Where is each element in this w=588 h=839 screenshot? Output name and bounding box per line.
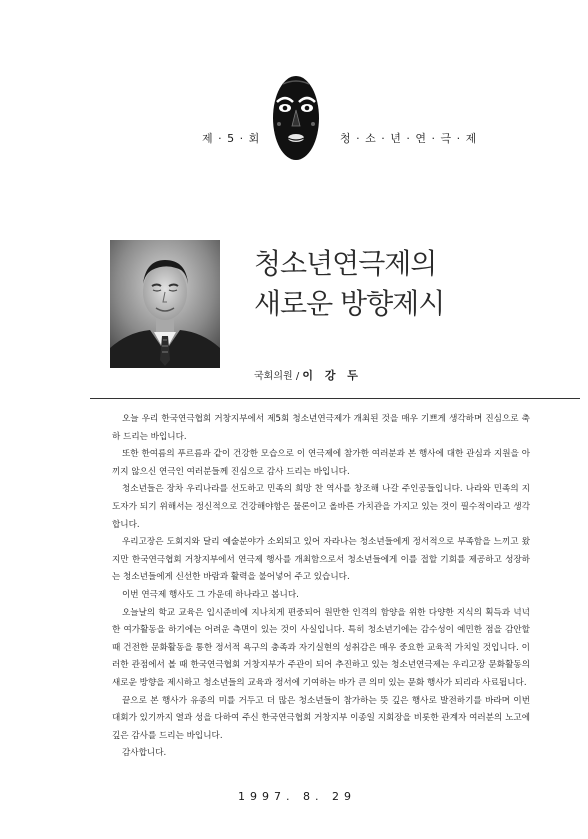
paragraph: 이번 연극제 행사도 그 가운데 하나라고 봅니다. — [122, 589, 299, 600]
author-name: 이 강 두 — [302, 369, 362, 382]
event-name: 청 · 소 · 년 · 연 · 극 · 제 — [340, 132, 478, 145]
paragraph: 감사합니다. — [122, 748, 167, 759]
title-line-2: 새로운 방향제시 — [254, 287, 445, 320]
author-portrait — [110, 240, 220, 368]
article-date: 1997. 8. 29 — [238, 790, 356, 803]
divider — [90, 398, 580, 399]
paragraph: 우리고장은 도회지와 달리 예술분야가 소외되고 있어 자라나는 청소년들에게 정서적으로 부족함을 느끼고 왔지만 한국연극협회 거창지부에서 연극제 행사를 개최함으로서 청소년들에게 이를 접할 기회를 제공하고 성장하는 청소년들에게 신선한 바람과 활력을 불어넣어 주고 있습니다. — [112, 537, 530, 583]
paragraph: 끝으로 본 행사가 유종의 미를 거두고 더 많은 청소년들이 참가하는 뜻 깊은 행사로 발전하기를 바라며 이번 대회가 있기까지 열과 성을 다하여 주신 한국연극협회 거창지부 이종일 지회장을 비롯한 관계자 여러분의 노고에 깊은 감사를 드리는 바입니다. — [112, 695, 530, 741]
paragraph: 오늘날의 학교 교육은 입시준비에 지나치게 편중되어 원만한 인격의 함양을 위한 다양한 지식의 획득과 넉넉한 여가활동을 하기에는 어려운 측면이 있는 것이 사실입니다. 특히 청소년기에는 감수성이 예민한 점을 감안할 때 건전한 문화활동을 통한 정서적 욕구의 충족과 자기실현의 성취감은 매우 중요한 교육적 가치일 것입니다. 이러한 관점에서 볼 때 한국연극협회 거창지부가 주관이 되어 추진하고 있는 청소년연극제는 우리고장 문화활동의 새로운 방향을 제시하고 청소년들의 교육과 정서에 기여하는 바가 큰 의미 있는 문화 행사가 되리라 사료됩니다. — [112, 607, 530, 688]
author-role: 국회의원 / — [254, 371, 303, 382]
paragraph: 오늘 우리 한국연극협회 거창지부에서 제5회 청소년연극제가 개최된 것을 매우 기쁘게 생각하며 진심으로 축하 드리는 바입니다. — [112, 414, 530, 442]
author-byline — [254, 367, 362, 383]
paragraph: 또한 한여름의 푸르름과 같이 건강한 모습으로 이 연극제에 참가한 여러분과 본 행사에 대한 관심과 지원을 아끼지 않으신 연극인 여러분들께 진심으로 감사 드리는 바입니다. — [112, 449, 530, 477]
title-line-1: 청소년연극제의 — [254, 247, 437, 280]
article-title — [254, 244, 444, 324]
article-body — [112, 411, 530, 763]
event-number: 제 · 5 · 회 — [202, 132, 261, 145]
mask-illustration — [271, 72, 321, 162]
paragraph: 청소년들은 장차 우리나라를 선도하고 민족의 희망 찬 역사를 창조해 나갈 주인공들입니다. 나라와 민족의 지도자가 되기 위해서는 정신적으로 건강해야함은 물론이고 올바른 가치관을 가지고 있는 것이 필수적이라고 생각합니다. — [112, 484, 530, 530]
